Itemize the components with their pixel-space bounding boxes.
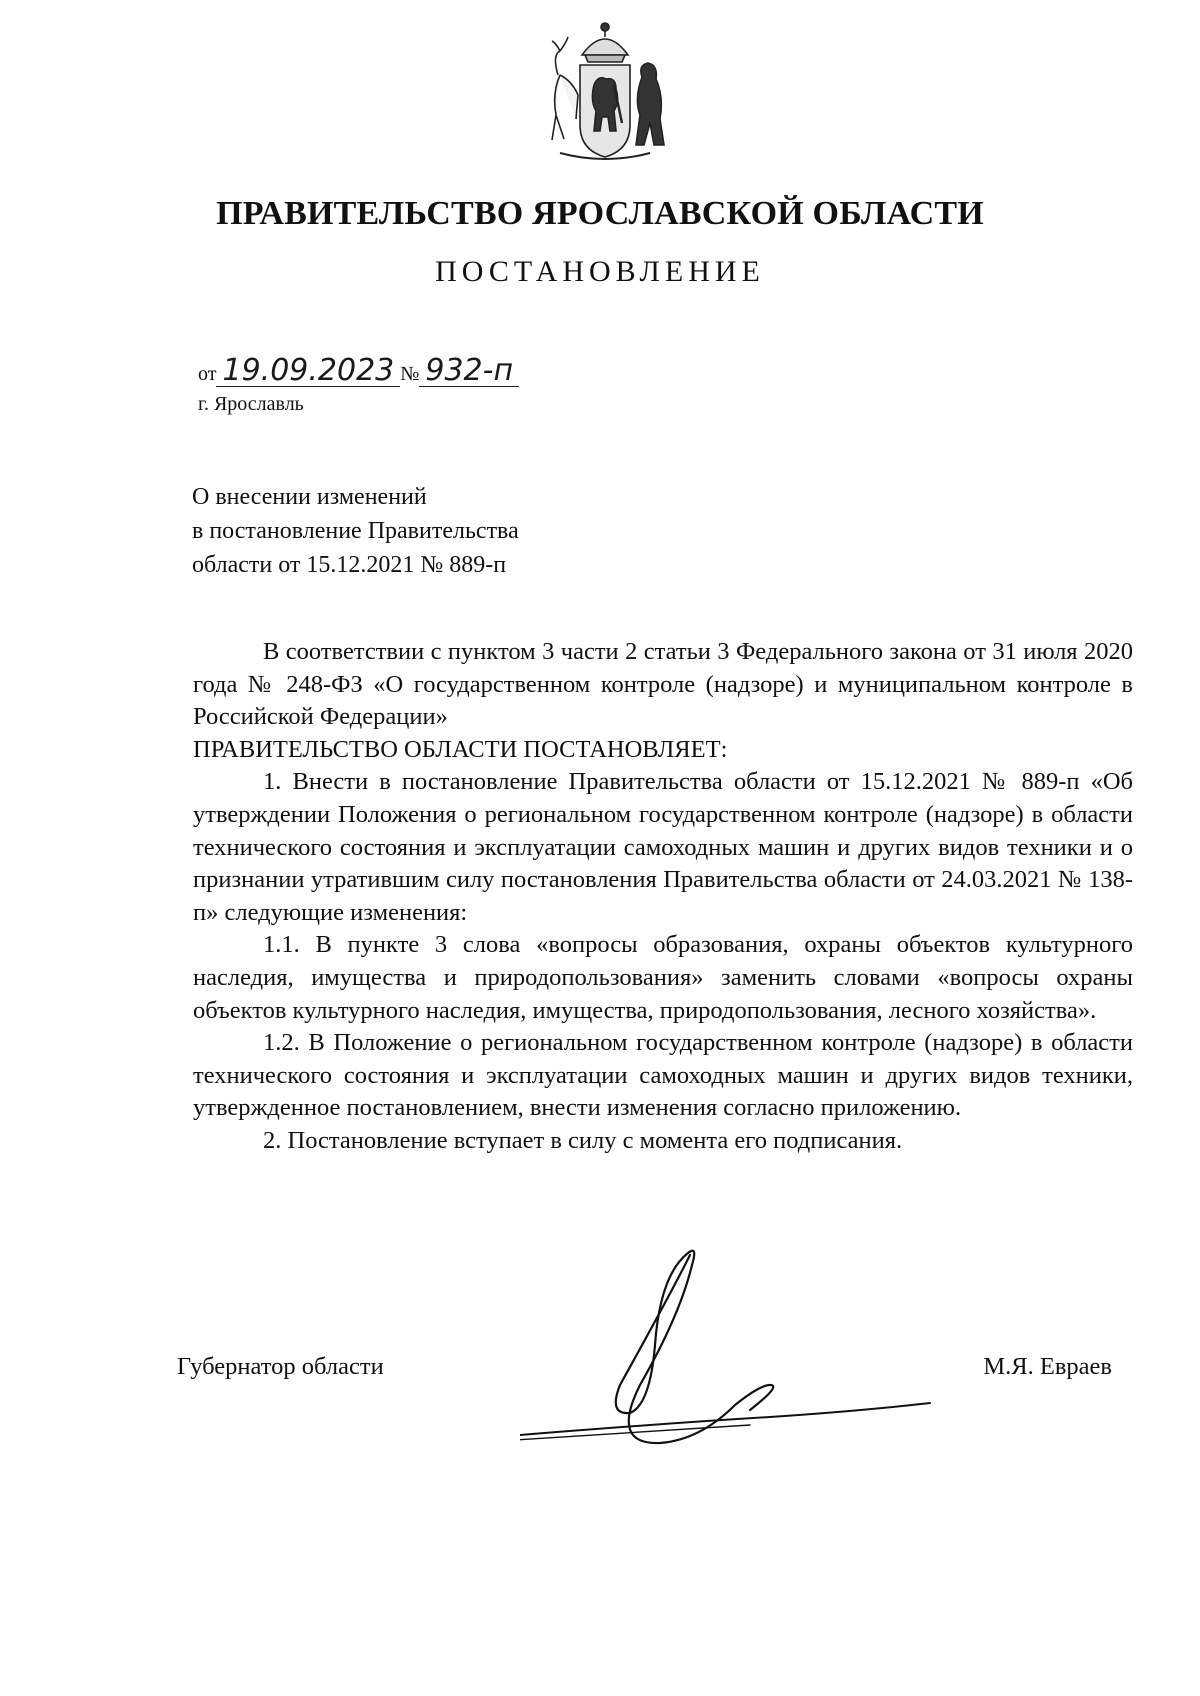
document-date: 19.09.2023: [216, 356, 400, 387]
document-body: [193, 636, 1133, 1158]
document-type: ПОСТАНОВЛЕНИЕ: [435, 255, 765, 288]
coat-of-arms-emblem: [530, 15, 680, 170]
registration-line: [198, 353, 519, 392]
subject-line: в постановление Правительства: [192, 518, 519, 544]
subject-line: области от 15.12.2021 № 889-п: [192, 552, 507, 578]
organization-title: ПРАВИТЕЛЬСТВО ЯРОСЛАВСКОЙ ОБЛАСТИ: [216, 195, 984, 232]
item-1-2-paragraph: 1.2. В Положение о региональном государственном контроле (надзоре) в области технического состояния и эксплуатации самоходных машин и других видов техники, утвержденное постановлением, внести изменения согласно приложению.: [193, 1029, 1133, 1122]
handwritten-signature: [520, 1235, 960, 1485]
document-subject: [192, 480, 519, 582]
item-2-paragraph: 2. Постановление вступает в силу с момента его подписания.: [263, 1126, 903, 1154]
document-number: 932-п: [419, 356, 519, 387]
subject-line: О внесении изменений: [192, 484, 427, 510]
number-prefix: №: [400, 363, 420, 385]
signatory-name: М.Я. Евраев: [983, 1353, 1112, 1380]
preamble-paragraph: В соответствии с пунктом 3 части 2 статьи 3 Федерального закона от 31 июля 2020 года № 248-ФЗ «О государственном контроле (надзоре) и муниципальном контроле в Российской Федерации»: [193, 638, 1133, 731]
city: г. Ярославль: [198, 393, 304, 415]
decree-statement: ПРАВИТЕЛЬСТВО ОБЛАСТИ ПОСТАНОВЛЯЕТ:: [193, 735, 728, 763]
signatory-position: Губернатор области: [177, 1353, 384, 1380]
from-prefix: от: [198, 363, 217, 385]
item-1-1-paragraph: 1.1. В пункте 3 слова «вопросы образования, охраны объектов культурного наследия, имущества и природопользования» заменить словами «вопросы охраны объектов культурного наследия, имущества, природопользования, лесного хозяйства».: [193, 931, 1133, 1024]
item-1-paragraph: 1. Внести в постановление Правительства области от 15.12.2021 № 889-п «Об утверждении Положения о региональном государственном контроле (надзоре) в области технического состояния и эксплуатации самоходных машин и других видов техники и о признании утратившим силу постановления Правительства области от 24.03.2021 № 138-п» следующие изменения:: [193, 768, 1133, 926]
